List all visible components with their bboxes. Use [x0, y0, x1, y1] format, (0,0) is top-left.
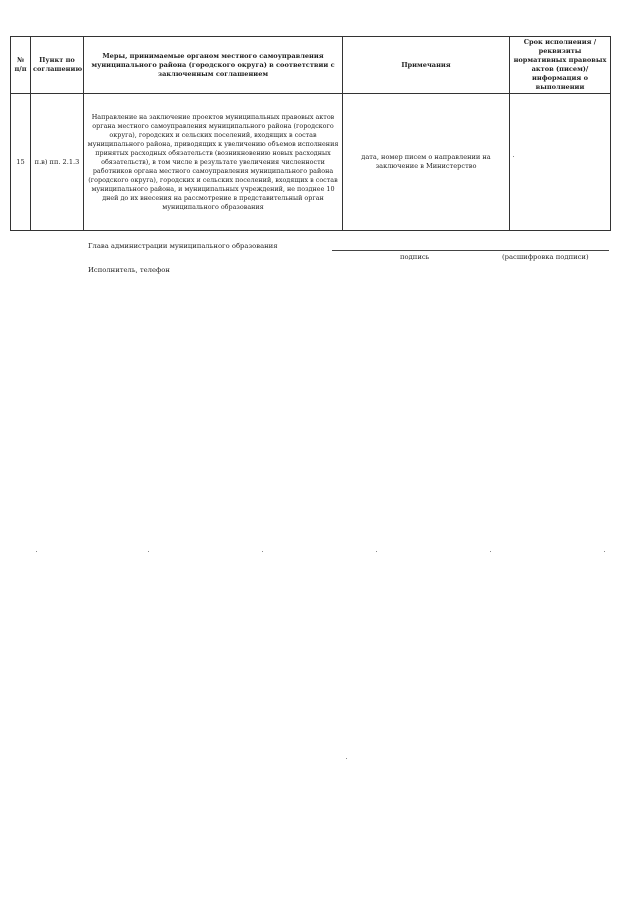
- scan-speck: [36, 551, 37, 552]
- header-num: № п/п: [11, 37, 31, 94]
- scan-speck: [490, 551, 491, 552]
- table-row: [11, 94, 611, 231]
- signature-caption: подпись: [400, 253, 430, 261]
- signature-line: [332, 250, 609, 251]
- scan-speck: [376, 551, 377, 552]
- signature-decode-caption: (расшифровка подписи): [502, 253, 589, 261]
- measures-table: [10, 36, 611, 231]
- scan-speck: [148, 551, 149, 552]
- cell-clause: п.в) пп. 2.1.3: [31, 94, 84, 231]
- header-measures: Меры, принимаемые органом местного самоуправления муниципального района (городского округа) в соответствии с заключенным соглашением: [84, 37, 343, 94]
- scan-speck: [346, 758, 347, 759]
- scan-speck: [513, 156, 514, 157]
- executor-phone-label: Исполнитель, телефон: [88, 266, 170, 274]
- cell-notes: дата, номер писем о направлении на заключение в Министерство: [343, 94, 510, 231]
- header-deadline: Срок исполнения / реквизиты нормативных правовых актов (писем)/ информация о выполнении: [510, 37, 611, 94]
- header-clause: Пункт по соглашению: [31, 37, 84, 94]
- scan-speck: [262, 551, 263, 552]
- header-notes: Примечания: [343, 37, 510, 94]
- scan-speck: [604, 551, 605, 552]
- head-of-administration-label: Глава администрации муниципального образования: [88, 242, 278, 250]
- table-header-row: [11, 37, 611, 94]
- cell-deadline: [510, 94, 611, 231]
- cell-measure: Направление на заключение проектов муниципальных правовых актов органа местного самоуправления муниципального района (городского округа), городских и сельских поселений, входящих в состав муниципального района, приводящих к увеличению объемов исполнения принятых расходных обязательств (возникновению новых расходных обязательств), в том числе в результате увеличения численности работников органа местного самоуправления муниципального района (городского округа), городских и сельских поселений, входящих в состав муниципального района, и муниципальных учреждений, не позднее 10 дней до их внесения на рассмотрение в представительный орган муниципального образования: [84, 94, 343, 231]
- cell-num: 15: [11, 94, 31, 231]
